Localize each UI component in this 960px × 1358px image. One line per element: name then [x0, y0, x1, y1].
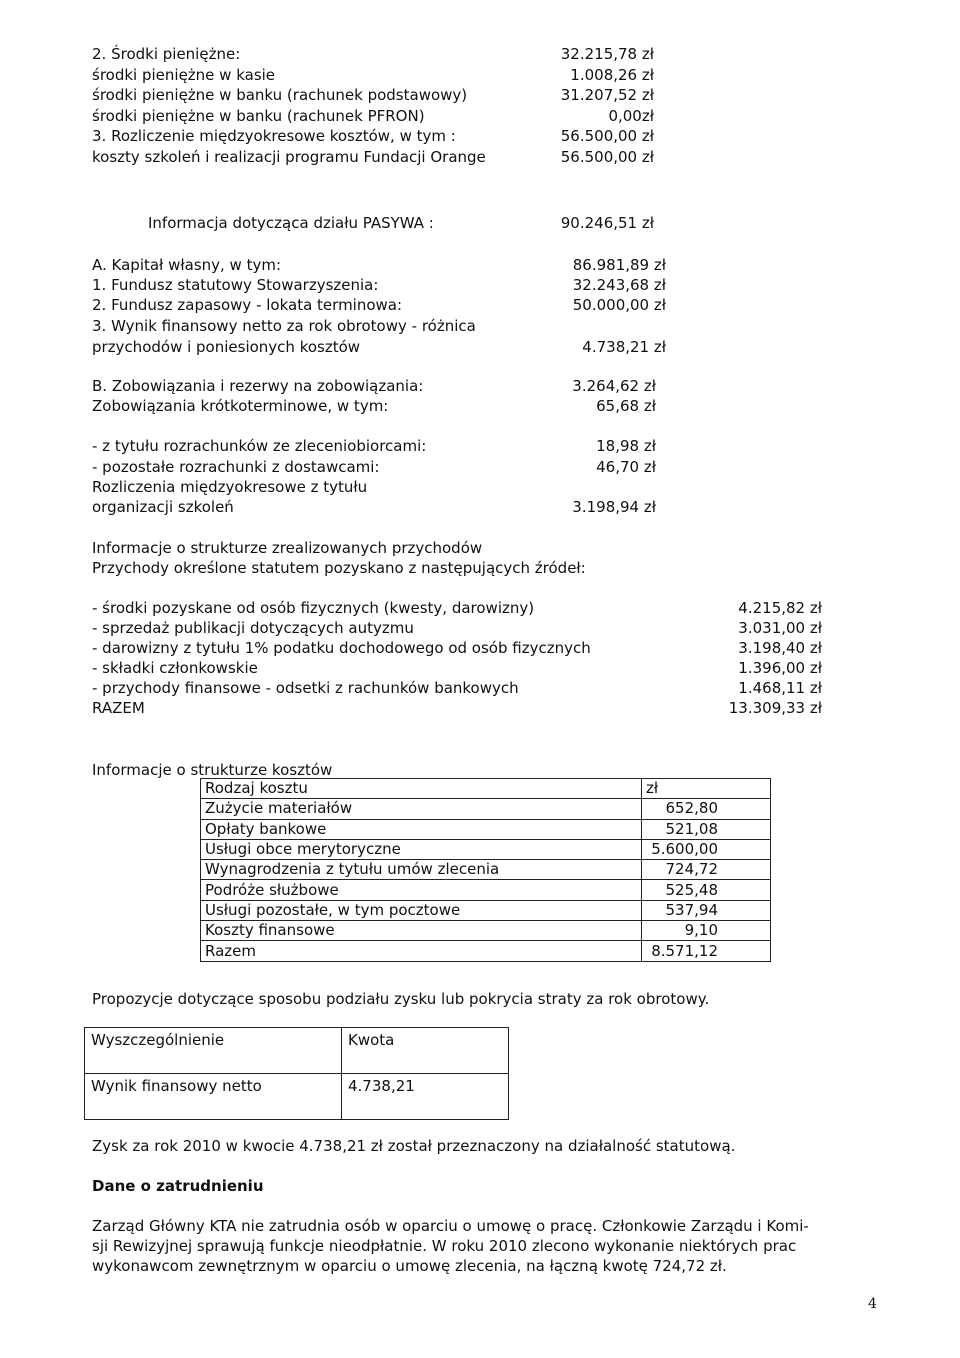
cash-label: środki pieniężne w banku (rachunek PFRON) — [92, 106, 425, 125]
accruals-value: 3.198,94 zł — [572, 498, 656, 516]
cash-label: koszty szkoleń i realizacji programu Fundacji Orange — [92, 147, 486, 166]
equity-item-value: 50.000,00 zł — [572, 296, 666, 314]
equity-item-value: 4.738,21 zł — [582, 338, 666, 356]
table-row — [85, 1074, 509, 1120]
liabilities-sub-value: 46,70 zł — [596, 458, 656, 476]
revenue-item-label: RAZEM — [92, 699, 145, 717]
employment-line: sji Rewizyjnej sprawują funkcje nieodpłatnie. W roku 2010 zlecono wykonanie niektórych prac — [92, 1237, 797, 1255]
accruals-label-continued: organizacji szkoleń — [92, 498, 234, 516]
cost-name: Zużycie materiałów — [201, 799, 642, 819]
revenue-heading: Informacje o strukturze zrealizowanych przychodów — [92, 539, 483, 557]
revenue-item-label: - darowizny z tytułu 1% podatku dochodowego od osób fizycznych — [92, 639, 591, 657]
table-row — [201, 860, 771, 880]
costs-table — [200, 778, 771, 962]
costs-heading: Informacje o strukturze kosztów — [92, 761, 333, 779]
revenue-item-value: 4.215,82 zł — [738, 599, 822, 617]
cost-name: Koszty finansowe — [201, 921, 642, 941]
accruals-label: Rozliczenia międzyokresowe z tytułu — [92, 478, 368, 496]
employment-line: Zarząd Główny KTA nie zatrudnia osób w oparciu o umowę o pracę. Członkowie Zarządu i Komi- — [92, 1217, 809, 1235]
pasywa-total: 90.246,51 zł — [560, 214, 654, 232]
cash-label: 3. Rozliczenie międzyokresowe kosztów, w tym : — [92, 127, 456, 145]
cash-label: środki pieniężne w kasie — [92, 65, 276, 84]
liabilities-short-value: 65,68 zł — [596, 397, 656, 415]
cost-value: 652,80 — [665, 799, 718, 818]
cost-name: Opłaty bankowe — [201, 819, 642, 839]
equity-item-value: 32.243,68 zł — [572, 276, 666, 294]
costs-header-name: Rodzaj kosztu — [201, 779, 642, 799]
liabilities-title: B. Zobowiązania i rezerwy na zobowiązania: — [92, 377, 424, 395]
equity-title-value: 86.981,89 zł — [572, 256, 666, 274]
equity-item-continued: przychodów i poniesionych kosztów — [92, 338, 361, 356]
table-row — [201, 941, 771, 961]
cash-label: środki pieniężne w banku (rachunek podstawowy) — [92, 86, 468, 104]
revenue-item-value: 3.198,40 zł — [738, 639, 822, 657]
equity-item: 3. Wynik finansowy netto za rok obrotowy - różnica — [92, 317, 476, 335]
cost-value: 5.600,00 — [651, 840, 718, 859]
table-row — [201, 799, 771, 819]
liabilities-title-value: 3.264,62 zł — [572, 377, 656, 395]
costs-header-value: zł — [642, 779, 771, 799]
revenue-item-value: 1.396,00 zł — [738, 659, 822, 677]
liabilities-sub-value: 18,98 zł — [596, 437, 656, 455]
cost-value: 537,94 — [665, 900, 718, 919]
proposal-heading: Propozycje dotyczące sposobu podziału zysku lub pokrycia straty za rok obrotowy. — [92, 990, 710, 1008]
cash-label: 2. Środki pieniężne: — [92, 45, 241, 63]
revenue-item-label: - sprzedaż publikacji dotyczących autyzmu — [92, 619, 414, 637]
pasywa-heading: Informacja dotycząca działu PASYWA : — [148, 214, 434, 232]
table-row — [201, 900, 771, 920]
revenue-labels — [92, 598, 591, 718]
employment-heading: Dane o zatrudnieniu — [92, 1177, 264, 1195]
proposal-row-value: 4.738,21 — [342, 1074, 509, 1120]
costs-header-row — [201, 779, 771, 799]
cost-value: 8.571,12 — [651, 941, 718, 960]
proposal-table — [84, 1027, 509, 1120]
profit-note: Zysk za rok 2010 w kwocie 4.738,21 zł został przeznaczony na działalność statutową. — [92, 1137, 736, 1155]
revenue-item-label: - środki pozyskane od osób fizycznych (kwesty, darowizny) — [92, 599, 535, 617]
equity-title: A. Kapitał własny, w tym: — [92, 256, 282, 274]
liabilities-short: Zobowiązania krótkoterminowe, w tym: — [92, 397, 389, 415]
liabilities-sub: - pozostałe rozrachunki z dostawcami: — [92, 458, 380, 476]
revenue-item-label: - przychody finansowe - odsetki z rachunków bankowych — [92, 679, 519, 697]
proposal-col2: Kwota — [342, 1028, 509, 1074]
cash-value: 0,00zł — [608, 106, 654, 125]
revenue-item-value: 1.468,11 zł — [738, 679, 822, 697]
cost-name: Usługi obce merytoryczne — [201, 839, 642, 859]
revenue-values — [690, 598, 822, 718]
cost-value: 724,72 — [665, 860, 718, 879]
liabilities-sub: - z tytułu rozrachunków ze zleceniobiorcami: — [92, 437, 427, 455]
proposal-col1: Wyszczególnienie — [85, 1028, 342, 1074]
table-row — [201, 819, 771, 839]
revenue-item-value: 3.031,00 zł — [738, 619, 822, 637]
table-row — [201, 921, 771, 941]
equity-item: 2. Fundusz zapasowy - lokata terminowa: — [92, 296, 403, 314]
cash-value: 1.008,26 zł — [570, 65, 654, 84]
revenue-item-value: 13.309,33 zł — [728, 699, 822, 717]
proposal-header-row — [85, 1028, 509, 1074]
cost-value: 525,48 — [665, 880, 718, 899]
table-row — [201, 839, 771, 859]
cost-name: Wynagrodzenia z tytułu umów zlecenia — [201, 860, 642, 880]
cost-name: Razem — [201, 941, 642, 961]
proposal-row-label: Wynik finansowy netto — [85, 1074, 342, 1120]
equity-item: 1. Fundusz statutowy Stowarzyszenia: — [92, 276, 379, 294]
cash-value: 56.500,00 zł — [560, 147, 654, 166]
cash-value: 32.215,78 zł — [560, 45, 654, 63]
cash-value: 31.207,52 zł — [560, 86, 654, 104]
cash-labels — [92, 44, 486, 167]
cash-value: 56.500,00 zł — [560, 127, 654, 145]
employment-line: wykonawcom zewnętrznym w oparciu o umowę zlecenia, na łączną kwotę 724,72 zł. — [92, 1257, 727, 1275]
revenue-intro: Przychody określone statutem pozyskano z następujących źródeł: — [92, 559, 586, 577]
revenue-item-label: - składki członkowskie — [92, 659, 258, 677]
cost-value: 9,10 — [684, 921, 718, 940]
table-row — [201, 880, 771, 900]
cost-name: Podróże służbowe — [201, 880, 642, 900]
cash-values — [520, 44, 654, 167]
page-number: 4 — [868, 1296, 877, 1312]
cost-value: 521,08 — [665, 819, 718, 838]
cost-name: Usługi pozostałe, w tym pocztowe — [201, 900, 642, 920]
